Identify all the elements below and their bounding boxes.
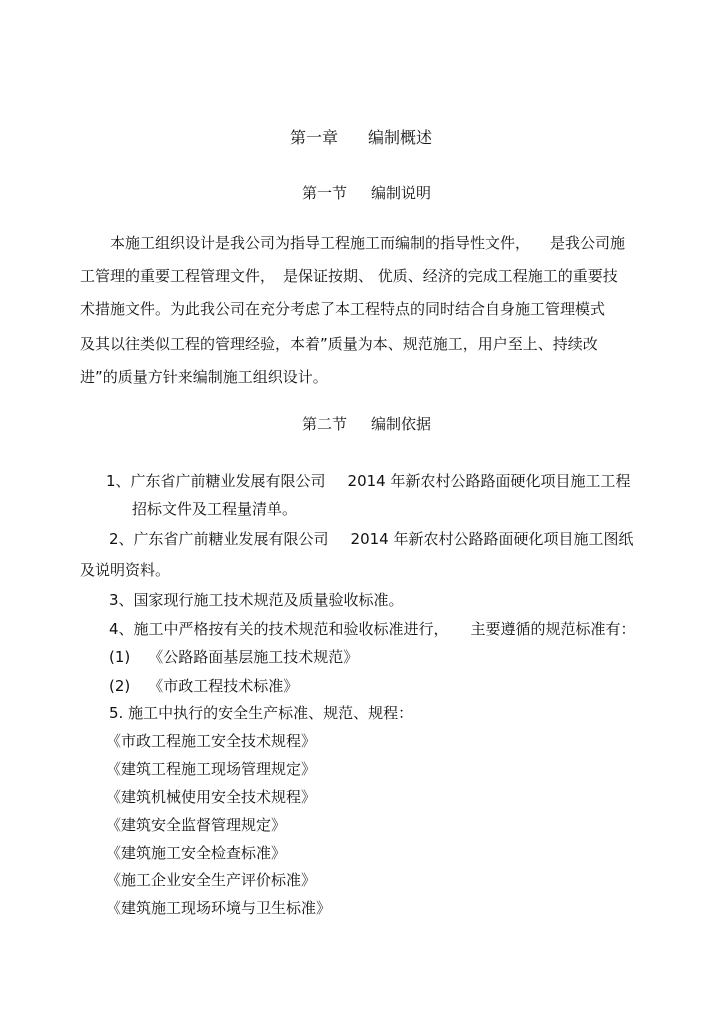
chapter-title: 编制概述 (368, 128, 433, 147)
standard-item-6 (106, 870, 316, 890)
basis-subitem-2 (109, 676, 298, 696)
basis-item-1-cont (132, 499, 297, 519)
para-text-2b: 是保证按期、 优质、经济的完成工程施工的重要技 (283, 267, 618, 285)
section-1-number: 第一节 (302, 184, 348, 202)
para-text-5: 进”的质量方针来编制施工组织设计。 (80, 368, 328, 386)
section-2-number: 第二节 (302, 415, 348, 433)
subitem-1-number: (1) (109, 648, 131, 666)
para-line-3 (80, 299, 605, 319)
section-2-heading (302, 414, 431, 434)
para-text-4: 及其以往类似工程的管理经验，本着”质量为本、规范施工，用户至上、持续改 (80, 335, 598, 353)
basis-item-2c: 及说明资料。 (80, 561, 171, 579)
standard-text-7: 《建筑施工现场环境与卫生标准》 (106, 899, 332, 917)
standard-text-6: 《施工企业安全生产评价标准》 (106, 871, 317, 889)
basis-item-1c: 招标文件及工程量清单。 (132, 500, 298, 518)
standard-text-5: 《建筑施工安全检查标准》 (106, 844, 287, 862)
basis-item-2-cont (80, 560, 170, 580)
standard-text-3: 《建筑机械使用安全技术规程》 (106, 788, 317, 806)
standard-text-4: 《建筑安全监督管理规定》 (106, 816, 287, 834)
para-text-1b: 是我公司施 (550, 234, 626, 252)
subitem-2-number: (2) (109, 677, 131, 695)
basis-item-5 (109, 703, 413, 723)
para-text-2a: 工管理的重要工程管理文件， (80, 267, 276, 285)
standard-item-2 (106, 759, 316, 779)
chapter-number: 第一章 (290, 128, 339, 147)
section-2-title: 编制依据 (371, 415, 432, 433)
standard-item-7 (106, 898, 331, 918)
basis-item-1a: 1、广东省广前糖业发展有限公司 (106, 472, 326, 490)
basis-item-3a: 3、国家现行施工技术规范及质量验收标准。 (109, 591, 404, 609)
para-line-1 (110, 233, 625, 253)
subitem-2-text: 《市政工程技术标准》 (148, 677, 299, 695)
basis-item-1 (106, 471, 631, 491)
section-1-heading (302, 183, 431, 203)
para-line-4 (80, 334, 598, 354)
chapter-heading (290, 128, 432, 148)
basis-item-2a: 2、广东省广前糖业发展有限公司 (109, 530, 329, 548)
basis-item-4b: 主要遵循的规范标准有： (470, 620, 636, 638)
standard-text-1: 《市政工程施工安全技术规程》 (106, 732, 317, 750)
standard-text-2: 《建筑工程施工现场管理规定》 (106, 760, 317, 778)
para-line-2 (80, 266, 618, 286)
standard-item-3 (106, 787, 316, 807)
para-text-1a: 本施工组织设计是我公司为指导工程施工而编制的指导性文件， (110, 234, 531, 252)
basis-item-5a: 5. 施工中执行的安全生产标准、规范、规程： (109, 704, 414, 722)
basis-item-2 (109, 529, 634, 549)
standard-item-1 (106, 731, 316, 751)
basis-item-2b: 2014 年新农村公路路面硬化项目施工图纸 (350, 530, 634, 548)
basis-item-4a: 4、施工中严格按有关的技术规范和验收标准进行， (109, 620, 449, 638)
para-line-5 (80, 367, 328, 387)
basis-subitem-1 (109, 647, 358, 667)
basis-item-1b: 2014 年新农村公路路面硬化项目施工工程 (347, 472, 631, 490)
basis-item-3 (109, 590, 404, 610)
subitem-1-text: 《公路路面基层施工技术规范》 (148, 648, 359, 666)
standard-item-5 (106, 843, 286, 863)
basis-item-4 (109, 619, 636, 639)
section-1-title: 编制说明 (371, 184, 432, 202)
standard-item-4 (106, 815, 286, 835)
para-text-3: 术措施文件。为此我公司在充分考虑了本工程特点的同时结合自身施工管理模式 (80, 300, 606, 318)
